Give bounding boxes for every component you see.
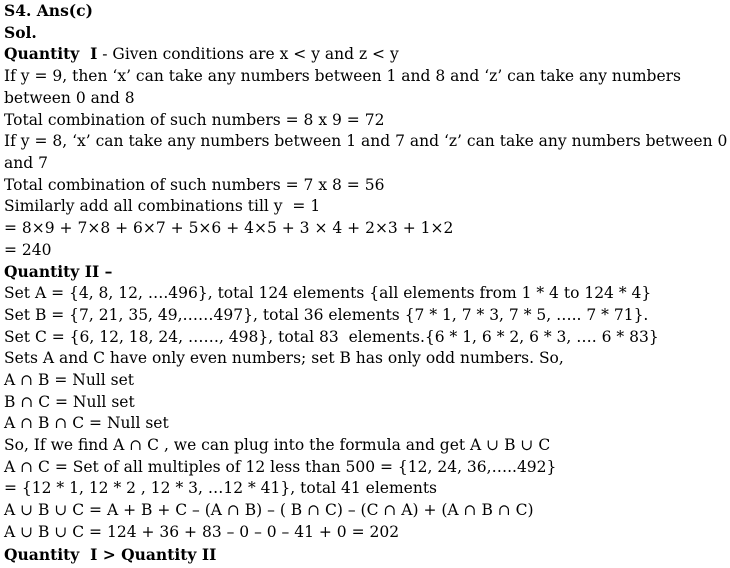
conclusion: Quantity I > Quantity II <box>4 544 217 564</box>
text-line: Total combination of such numbers = 8 x 9 = 72 <box>4 110 385 129</box>
text-line: Set B = {7, 21, 35, 49,……497}, total 36 elements {7 * 1, 7 * 3, 7 * 5, ….. 7 * 71}. <box>4 305 649 324</box>
quantity-2-title: Quantity II – <box>4 262 113 282</box>
solution-document <box>4 0 726 565</box>
answer-heading: S4. Ans(c) <box>4 1 93 20</box>
text-line: = {12 * 1, 12 * 2 , 12 * 3, …12 * 41}, total 41 elements <box>4 479 438 498</box>
text-line: B ∩ C = Null set <box>4 392 135 411</box>
text-line: A ∩ C = Set of all multiples of 12 less than 500 = {12, 24, 36,…..492} <box>4 457 557 476</box>
text-line: Similarly add all combinations till y = 1 <box>4 197 321 216</box>
text-line: So, If we find A ∩ C , we can plug into the formula and get A ∪ B ∪ C <box>4 436 551 455</box>
text-line: = 240 <box>4 240 52 259</box>
text-line: Set A = {4, 8, 12, ….496}, total 124 elements {all elements from 1 * 4 to 124 * 4} <box>4 284 652 303</box>
text-line: A ∪ B ∪ C = A + B + C – (A ∩ B) – ( B ∩ C) – (C ∩ A) + (A ∩ B ∩ C) <box>4 501 534 520</box>
text-line: A ∩ B = Null set <box>4 370 135 389</box>
text-line: Set C = {6, 12, 18, 24, ……, 498}, total 83 elements.{6 * 1, 6 * 2, 6 * 3, …. 6 * 83} <box>4 327 659 346</box>
quantity-1-condition: - Given conditions are x < y and z < y <box>97 45 399 64</box>
solution-label: Sol. <box>4 22 37 42</box>
text-line: between 0 and 8 <box>4 88 135 107</box>
text-line: and 7 <box>4 153 48 172</box>
text-line: If y = 9, then ‘x’ can take any numbers between 1 and 8 and ‘z’ can take any numbers <box>4 67 682 86</box>
quantity-1-title: Quantity I <box>4 44 98 64</box>
text-line: Total combination of such numbers = 7 x 8 = 56 <box>4 175 385 194</box>
text-line: A ∪ B ∪ C = 124 + 36 + 83 – 0 – 0 – 41 + 0 = 202 <box>4 522 400 541</box>
text-line: Sets A and C have only even numbers; set B has only odd numbers. So, <box>4 349 564 368</box>
quantity-1-header <box>4 43 726 66</box>
text-line: A ∩ B ∩ C = Null set <box>4 414 169 433</box>
text-line: = 8×9 + 7×8 + 6×7 + 5×6 + 4×5 + 3 × 4 + 2×3 + 1×2 <box>4 219 454 238</box>
text-line: If y = 8, ‘x’ can take any numbers between 1 and 7 and ‘z’ can take any numbers between 0 <box>4 132 728 151</box>
